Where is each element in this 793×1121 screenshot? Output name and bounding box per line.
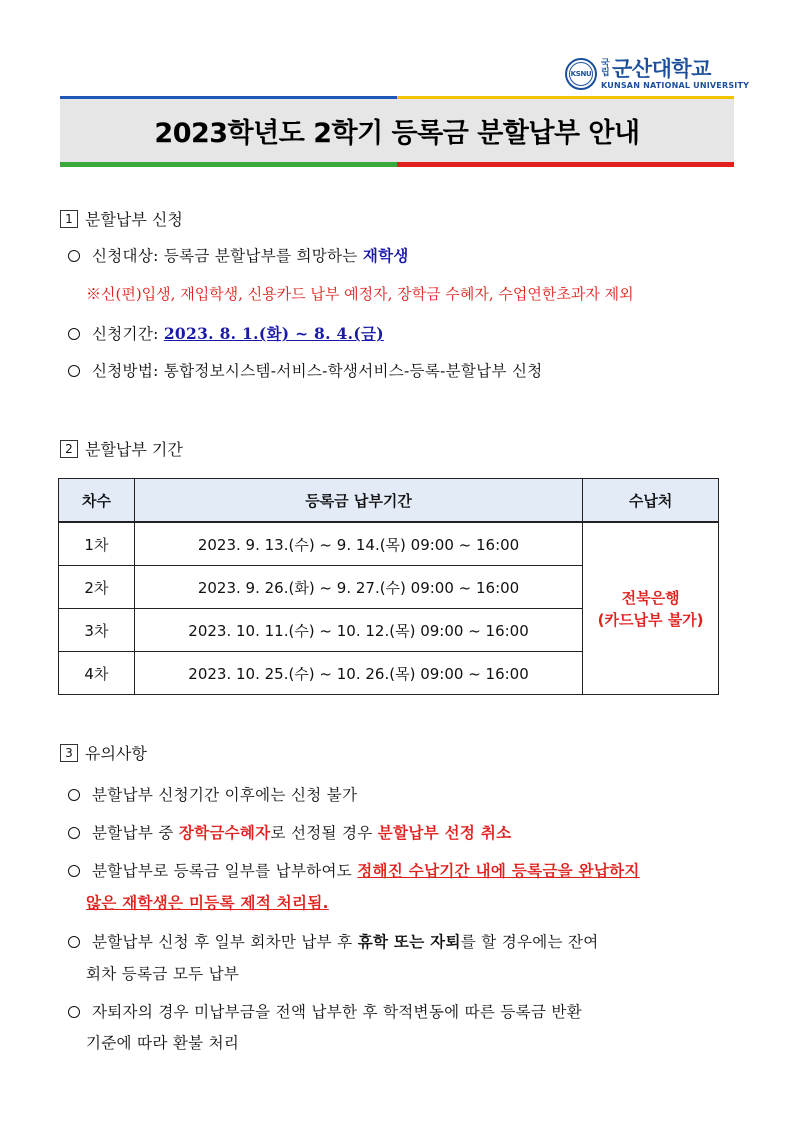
section-number-box: 1: [60, 210, 78, 228]
note-item: 분할납부로 등록금 일부를 납부하여도 정해진 수납기간 내에 등록금을 완납하지: [68, 859, 640, 881]
payment-schedule-table: [58, 478, 719, 695]
note-continuation: 않은 재학생은 미등록 제적 처리됨.: [86, 894, 329, 912]
table-row: [59, 522, 719, 566]
university-seal-icon: KSNU: [565, 58, 597, 90]
target-value: 재학생: [362, 247, 409, 265]
apply-target-item: 신청대상: 등록금 분할납부를 희망하는 재학생: [68, 244, 409, 266]
note-item: 분할납부 신청 후 일부 회차만 납부 후 휴학 또는 자퇴를 할 경우에는 잔여: [68, 930, 599, 952]
period-cell: 2023. 9. 26.(화) ~ 9. 27.(수) 09:00 ~ 16:00: [134, 566, 582, 609]
bottom-bar-red: [397, 162, 734, 167]
university-name-english: KUNSAN NATIONAL UNIVERSITY: [601, 81, 750, 90]
note-item: 자퇴자의 경우 미납부금을 전액 납부한 후 학적변동에 따른 등록금 반환: [68, 1000, 582, 1022]
period-cell: 2023. 10. 25.(수) ~ 10. 26.(목) 09:00 ~ 16:00: [134, 652, 582, 695]
page-title: 2023학년도 2학기 등록금 분할납부 안내: [154, 118, 640, 149]
circle-bullet-icon: [68, 936, 80, 948]
note-item: 분할납부 신청기간 이후에는 신청 불가: [68, 783, 357, 805]
circle-bullet-icon: [68, 1006, 80, 1018]
circle-bullet-icon: [68, 250, 80, 262]
note-item: 분할납부 중 장학금수혜자로 선정될 경우 분할납부 선정 취소: [68, 821, 511, 843]
column-header: 차수: [59, 479, 135, 523]
round-cell: 1차: [59, 522, 135, 566]
university-name: 군산대학교: [612, 57, 711, 81]
note-continuation: 회차 등록금 모두 납부: [86, 965, 240, 983]
note-continuation: 기준에 따라 환불 처리: [86, 1034, 240, 1052]
period-value: 2023. 8. 1.(화) ~ 8. 4.(금): [163, 324, 384, 343]
column-header: 등록금 납부기간: [134, 479, 582, 523]
circle-bullet-icon: [68, 827, 80, 839]
section-2-heading: 2 분할납부 기간: [60, 437, 183, 460]
table-header-row: [59, 479, 719, 523]
column-header: 수납처: [583, 479, 719, 523]
circle-bullet-icon: [68, 789, 80, 801]
period-cell: 2023. 10. 11.(수) ~ 10. 12.(목) 09:00 ~ 16:00: [134, 609, 582, 652]
section-number-box: 2: [60, 440, 78, 458]
university-logo: [565, 58, 749, 90]
section-1-heading: 1 분할납부 신청: [60, 207, 183, 230]
logo-prefix: 국 립: [601, 59, 610, 78]
exclusion-note: ※신(편)입생, 재입학생, 신용카드 납부 예정자, 장학금 수혜자, 수업연한초과자 제외: [86, 285, 634, 303]
section-number-box: 3: [60, 744, 78, 762]
title-box: [60, 99, 734, 162]
bank-cell: 전북은행 (카드납부 불가): [583, 522, 719, 695]
round-cell: 2차: [59, 566, 135, 609]
circle-bullet-icon: [68, 328, 80, 340]
bottom-bar-green: [60, 162, 397, 167]
round-cell: 4차: [59, 652, 135, 695]
apply-method-item: 신청방법: 통합정보시스템-서비스-학생서비스-등록-분할납부 신청: [68, 359, 543, 381]
period-cell: 2023. 9. 13.(수) ~ 9. 14.(목) 09:00 ~ 16:00: [134, 522, 582, 566]
apply-period-item: 신청기간: 2023. 8. 1.(화) ~ 8. 4.(금): [68, 322, 384, 344]
round-cell: 3차: [59, 609, 135, 652]
circle-bullet-icon: [68, 365, 80, 377]
circle-bullet-icon: [68, 865, 80, 877]
section-3-heading: 3 유의사항: [60, 741, 147, 764]
